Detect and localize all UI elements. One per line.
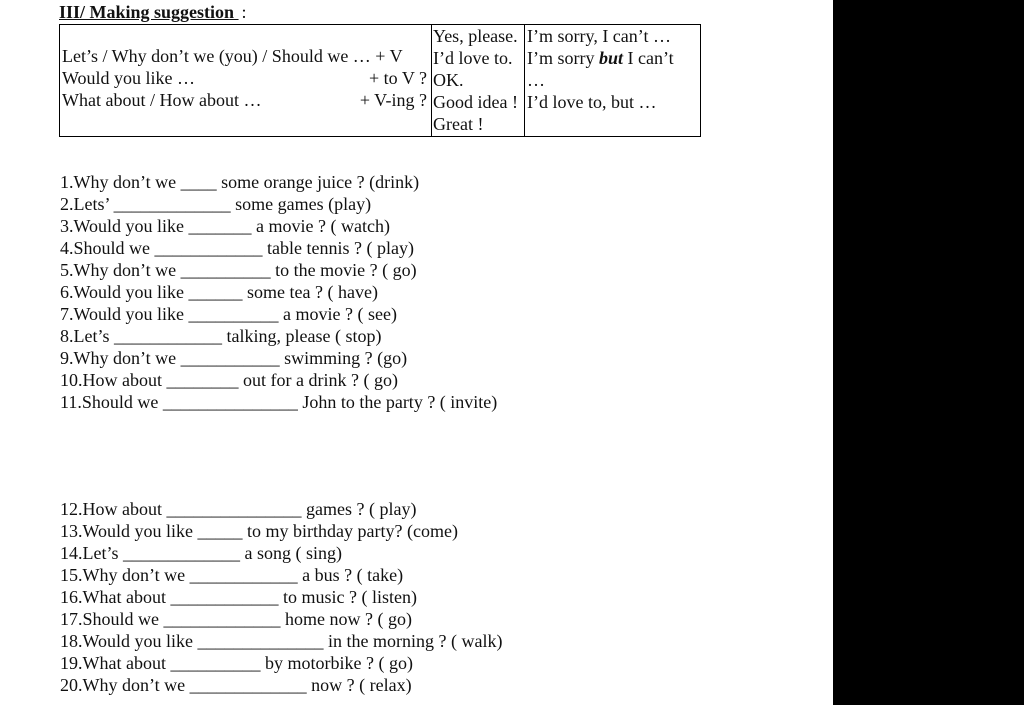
accept-phrase: Great ! [433, 114, 484, 134]
exercise-item: 2.Lets’ _____________ some games (play) [60, 194, 372, 214]
form-lead: Would you like … [62, 68, 196, 88]
decline-text: I can’t [623, 48, 674, 68]
exercise-item: 7.Would you like __________ a movie ? ( see) [60, 304, 397, 324]
exercise-item: 18.Would you like ______________ in the morning ? ( walk) [60, 631, 503, 651]
table-divider-2 [524, 25, 525, 136]
suggestion-reference-table [59, 24, 701, 137]
exercise-item: 19.What about __________ by motorbike ? ( go) [60, 653, 413, 673]
exercise-item: 4.Should we ____________ table tennis ? ( play) [60, 238, 414, 258]
decline-phrase [527, 91, 656, 113]
exercise-item: 8.Let’s ____________ talking, please ( stop) [60, 326, 382, 346]
exercise-item: 11.Should we _______________ John to the party ? ( invite) [60, 392, 498, 412]
exercise-item: 3.Would you like _______ a movie ? ( watch) [60, 216, 390, 236]
section-title: III/ Making suggestion [59, 2, 239, 22]
decline-text: I’m sorry [527, 48, 599, 68]
exercise-item: 16.What about ____________ to music ? ( listen) [60, 587, 417, 607]
black-side-panel [833, 0, 1024, 705]
exercise-item: 9.Why don’t we ___________ swimming ? (go) [60, 348, 408, 368]
exercise-item: 10.How about ________ out for a drink ? ( go) [60, 370, 398, 390]
exercise-item: 6.Would you like ______ some tea ? ( have) [60, 282, 378, 302]
form-row-2 [62, 67, 427, 89]
decline-phrase [527, 25, 671, 47]
exercise-item: 12.How about _______________ games ? ( play) [60, 499, 417, 519]
form-row-1 [62, 45, 403, 67]
accept-phrase: Good idea ! [433, 92, 518, 112]
section-heading [59, 2, 247, 23]
decline-phrase [527, 47, 674, 69]
exercise-item: 5.Why don’t we __________ to the movie ? ( go) [60, 260, 417, 280]
accept-phrase: OK. [433, 70, 464, 90]
exercise-item: 15.Why don’t we ____________ a bus ? ( take) [60, 565, 404, 585]
form-lead: Let’s / Why don’t we (you) / Should we … + V [62, 46, 403, 66]
exercise-item: 17.Should we _____________ home now ? ( go) [60, 609, 412, 629]
decline-emphasis: but [598, 48, 623, 68]
form-tail: + to V ? [369, 68, 427, 88]
exercise-item: 20.Why don’t we _____________ now ? ( relax) [60, 675, 412, 695]
decline-text: I’m sorry, I can’t … [527, 26, 671, 46]
accept-phrase: I’d love to. [433, 48, 513, 68]
form-row-3 [62, 89, 427, 111]
table-divider-1 [431, 25, 432, 136]
form-tail: + V-ing ? [359, 90, 427, 110]
decline-text: I’d love to, but … [527, 92, 657, 112]
form-lead: What about / How about … [62, 90, 262, 110]
section-colon: : [241, 2, 247, 22]
exercise-item: 1.Why don’t we ____ some orange juice ? (drink) [60, 172, 420, 192]
accept-phrase: Yes, please. [433, 26, 518, 46]
exercise-item: 14.Let’s _____________ a song ( sing) [60, 543, 342, 563]
exercise-item: 13.Would you like _____ to my birthday party? (come) [60, 521, 458, 541]
decline-phrase [527, 69, 545, 91]
decline-text: … [527, 70, 545, 90]
